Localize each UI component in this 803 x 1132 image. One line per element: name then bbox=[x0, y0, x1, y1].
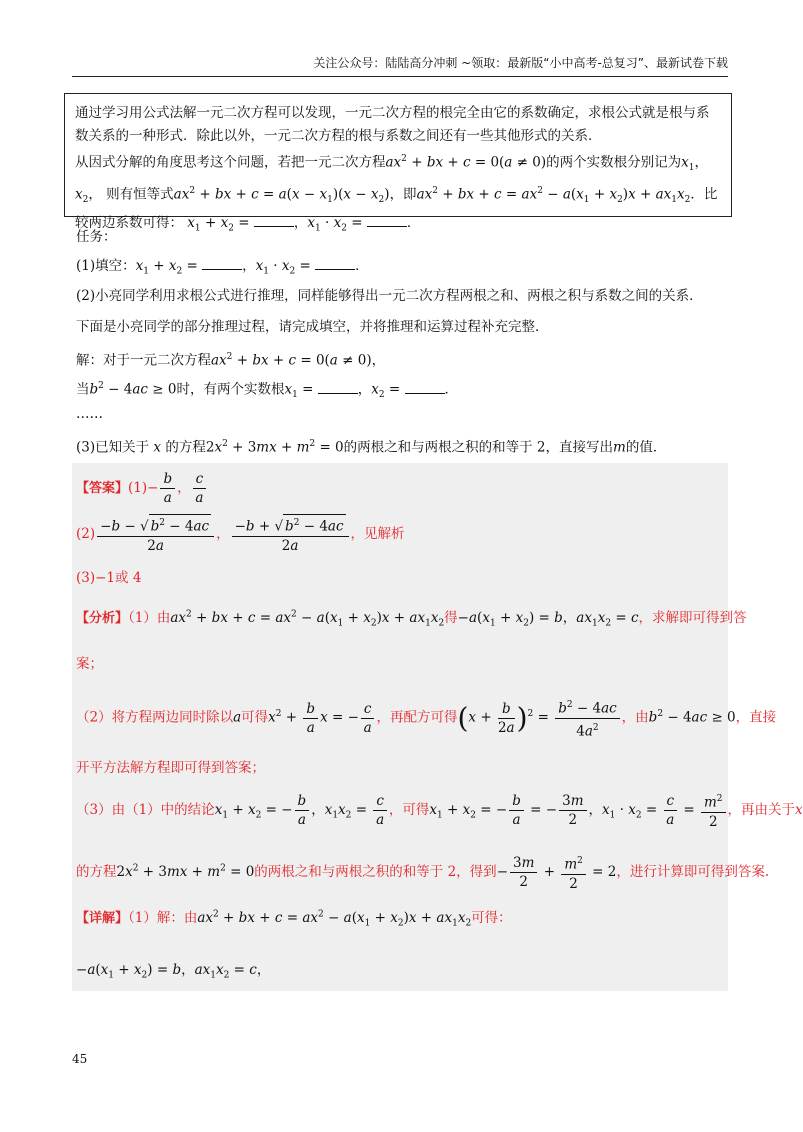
blank bbox=[318, 381, 358, 394]
analysis-3: （3）由（1）中的结论$x_1 + x_2$ = − $\frac{b}{a}$ ，$x_1x_2$ = $\frac{c}{a}$ ，可得$x_1 + x_2$ = − $\frac{b}{a}$ = − $\frac{3m}{2}$ ，$x_1 \cdot x_2$ = $\frac{c}{a}$ = $\frac{m^2}{2}$ ，再由关于x bbox=[76, 790, 803, 831]
intro-paragraph-1: 通过学习用公式法解一元二次方程可以发现，一元二次方程的根完全由它的系数确定，求根公式就是根与系数关系的一种形式．除此以外，一元二次方程的根与系数之间还有一些其他形式的关系． bbox=[75, 105, 710, 144]
answer-3: (3)−1或 4 bbox=[76, 570, 142, 586]
task-solve: 解：对于一元二次方程$ax^2$ + bx + c = 0(a ≠ 0)， bbox=[76, 352, 386, 369]
analysis-2: （2）将方程两边同时除以a可得$x^2$ + $\frac{b}{a}$ x = − $\frac{c}{a}$ ，再配方可得(x + $\frac{b}{2a}$ )$^2$ = $\frac{b^2 - 4ac}{4a^2}$ ，由$b^2 - 4ac \ge 0$，直接 bbox=[76, 696, 776, 740]
blank bbox=[367, 214, 407, 227]
task-when: 当$b^2 - 4ac \ge 0$时，有两个实数根$x_1$ = ，$x_2$ = ． bbox=[76, 381, 458, 401]
analysis-3-cont: 的方程$2x^2 + 3mx + m^2 = 0$的两根之和与两根之积的和等于 2，得到− $\frac{3m}{2}$ + $\frac{m^2}{2}$ = 2，进行计算即可得到答案. bbox=[76, 852, 769, 893]
blank bbox=[202, 257, 242, 270]
intro-box bbox=[64, 93, 732, 235]
analysis-1-cont: 案； bbox=[76, 656, 103, 672]
analysis-1: 【分析】（1）由$ax^2$ + bx + $c = ax^2 - a(x_1 + x_2)x + ax_1x_2$得$-a(x_1 + x_2) = b$，$ax_1x_2 = c$，求解即可得到答 bbox=[76, 609, 747, 629]
page-number: 45 bbox=[72, 1052, 88, 1066]
blank bbox=[315, 257, 355, 270]
page-header: 关注公众号：陆陆高分冲刺 ~领取：最新版“小中高考-总复习”、最新试卷下载 bbox=[72, 54, 728, 77]
blank bbox=[254, 214, 294, 227]
task-title: 任务： bbox=[76, 229, 117, 245]
task-q1: (1)填空：$x_1 + x_2$ = ，$x_1 \cdot x_2$ = ． bbox=[76, 258, 369, 277]
intro-paragraph-2: 从因式分解的角度思考这个问题，若把一元二次方程$ax^2$ + bx + c = 0(a ≠ 0)的两个实数根分别记为$x_1$，$x_2$， 则有恒等式$ax^2$ + bx + $c = a(x - x_1)(x - x_2)$，即$ax^2$ + bx + $c = ax^2 - a(x_1 + x_2)x + ax_1x_2$．比较两边系数可得： $x_1 + x_2$ = ，$x_1 \cdot x_2$ = ． bbox=[75, 154, 718, 235]
task-q2b: 下面是小亮同学的部分推理过程，请完成填空，并将推理和运算过程补充完整． bbox=[76, 319, 549, 335]
blank bbox=[405, 381, 445, 394]
task-q3: (3)已知关于 x 的方程$2x^2 + 3mx + m^2 = 0$的两根之和与两根之积的和等于 2，直接写出m的值． bbox=[76, 439, 667, 456]
task-dots: …… bbox=[76, 406, 103, 422]
answer-2: (2) $\frac{-b - √ b^2 - 4ac}{2a}$ ， $\frac{-b + √ b^2 - 4ac}{2a}$ ，见解析 bbox=[76, 514, 405, 555]
answer-1: 【答案】(1)− $\frac{b}{a}$ ， $\frac{c}{a}$ bbox=[76, 470, 208, 507]
task-q2: (2)小亮同学利用求根公式进行推理，同样能够得出一元二次方程两根之和、两根之积与系数之间的关系． bbox=[76, 288, 703, 304]
detail-1: 【详解】（1）解：由$ax^2$ + bx + $c = ax^2 - a(x_1 + x_2)x + ax_1x_2$可得： bbox=[76, 909, 512, 929]
analysis-2-cont: 开平方法解方程即可得到答案； bbox=[76, 760, 265, 776]
detail-1-result: $-a(x_1 + x_2) = b$，$ax_1x_2 = c$， bbox=[76, 962, 271, 981]
